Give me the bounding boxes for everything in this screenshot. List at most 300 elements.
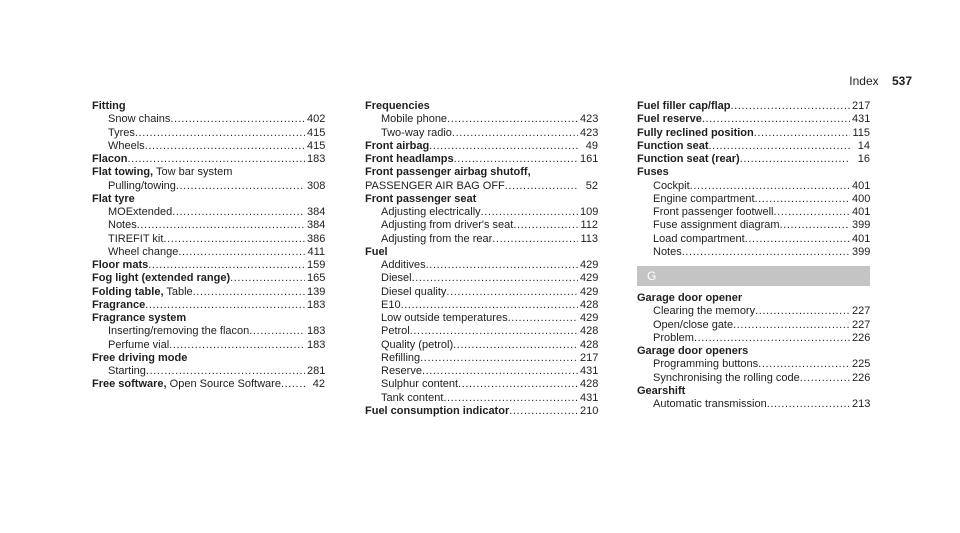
- dot-leader: [422, 365, 578, 378]
- index-entry[interactable]: [92, 153, 325, 166]
- entry-text: [92, 286, 193, 299]
- dot-leader: [145, 299, 305, 312]
- index-subentry[interactable]: [637, 180, 870, 193]
- entry-text: [108, 206, 172, 219]
- page-reference[interactable]: 411: [307, 245, 325, 258]
- dot-leader: [731, 100, 850, 113]
- dot-leader: [458, 378, 578, 391]
- entry-term: Fragrance system: [92, 312, 187, 324]
- index-subentry[interactable]: [92, 246, 325, 259]
- page-reference[interactable]: 401: [852, 179, 871, 192]
- entry-term: Fitting: [92, 100, 126, 112]
- page-reference[interactable]: 400: [852, 192, 871, 205]
- entry-term: Fully reclined position: [637, 126, 754, 139]
- index-subentry[interactable]: [365, 272, 598, 285]
- entry-text: [381, 325, 410, 338]
- dot-leader: [281, 378, 305, 391]
- index-subentry[interactable]: [365, 127, 598, 140]
- index-subentry[interactable]: [92, 233, 325, 246]
- entry-text: [92, 259, 148, 272]
- index-subentry[interactable]: [365, 286, 598, 299]
- entry-text: [381, 312, 508, 325]
- dot-leader: [170, 113, 305, 126]
- index-entry[interactable]: [92, 299, 325, 312]
- index-entry: [92, 352, 325, 365]
- dot-leader: [452, 127, 578, 140]
- entry-subterm: Pulling/towing: [108, 179, 176, 192]
- index-entry[interactable]: [365, 405, 598, 418]
- page-reference[interactable]: 183: [307, 298, 326, 311]
- index-subentry[interactable]: [637, 319, 870, 332]
- entry-text: [92, 352, 187, 364]
- dot-leader: [505, 180, 578, 193]
- index-subentry[interactable]: [92, 140, 325, 153]
- page-reference[interactable]: 399: [852, 219, 871, 232]
- index-entry[interactable]: [92, 259, 325, 272]
- entry-text: [365, 153, 454, 166]
- entry-subterm: Load compartment: [653, 232, 745, 245]
- index-subentry[interactable]: [365, 206, 598, 219]
- index-entry[interactable]: [92, 286, 325, 299]
- entry-subterm: Clearing the memory: [653, 305, 756, 318]
- entry-text: [108, 246, 178, 259]
- page-reference[interactable]: 402: [307, 113, 326, 126]
- dot-leader: [780, 219, 850, 232]
- entry-text: [381, 299, 401, 312]
- dot-leader: [481, 206, 578, 219]
- entry-text: [365, 405, 509, 418]
- page-reference[interactable]: 431: [580, 391, 599, 404]
- entry-text: [92, 153, 127, 166]
- page-reference[interactable]: 52: [585, 179, 598, 192]
- index-entry[interactable]: [365, 180, 598, 193]
- entry-subterm: Tyres: [108, 126, 135, 139]
- entry-text: [653, 319, 733, 332]
- page-reference[interactable]: 109: [580, 206, 599, 218]
- page-reference[interactable]: 159: [307, 259, 326, 271]
- entry-text: [637, 385, 685, 397]
- entry-subterm: Starting: [108, 365, 146, 377]
- index-subentry[interactable]: [365, 299, 598, 312]
- page-reference[interactable]: 384: [307, 206, 326, 218]
- page-reference[interactable]: 42: [312, 378, 325, 391]
- dot-leader: [454, 153, 578, 166]
- page-reference[interactable]: 386: [307, 232, 326, 245]
- entry-subterm: Wheel change: [108, 245, 179, 258]
- entry-text: [92, 378, 281, 391]
- entry-text: [653, 332, 694, 345]
- entry-term: Folding table,: [92, 285, 164, 298]
- entry-term: Fragrance: [92, 298, 146, 311]
- page-reference[interactable]: 183: [307, 338, 326, 351]
- page-reference[interactable]: 227: [852, 318, 871, 331]
- entry-term: Gearshift: [637, 384, 686, 397]
- entry-text: [92, 166, 232, 178]
- entry-subterm: Programming buttons: [653, 358, 759, 371]
- entry-subterm: Low outside temperatures: [381, 312, 508, 324]
- entry-term: Flat tyre: [92, 192, 135, 205]
- index-subentry[interactable]: [365, 365, 598, 378]
- dot-leader: [230, 272, 305, 285]
- page-reference[interactable]: 429: [580, 285, 599, 298]
- dot-leader: [443, 392, 578, 405]
- entry-subterm: Tank content: [381, 391, 444, 404]
- page-reference[interactable]: 428: [580, 298, 599, 311]
- entry-term: Function seat: [637, 139, 709, 152]
- index-entry[interactable]: [637, 113, 870, 126]
- dot-leader: [509, 405, 578, 418]
- dot-leader: [773, 206, 850, 219]
- index-entry[interactable]: [365, 140, 598, 153]
- dot-leader: [429, 140, 578, 153]
- index-subentry[interactable]: [365, 233, 598, 246]
- entry-text: [92, 312, 186, 324]
- index-entry: [365, 100, 598, 113]
- entry-subterm: E10: [381, 298, 401, 311]
- entry-subterm: Perfume vial: [108, 338, 170, 351]
- dot-leader: [412, 272, 578, 285]
- page-reference[interactable]: 428: [580, 325, 599, 338]
- dot-leader: [145, 140, 305, 153]
- entry-text: [365, 166, 531, 178]
- entry-term: Frequencies: [365, 100, 430, 112]
- entry-text: [653, 246, 682, 259]
- entry-subterm: Diesel quality: [381, 285, 447, 298]
- index-subentry[interactable]: [637, 358, 870, 371]
- page-reference[interactable]: 165: [307, 272, 326, 285]
- index-subentry[interactable]: [637, 305, 870, 318]
- index-entry[interactable]: [637, 153, 870, 166]
- index-entry: [637, 385, 870, 398]
- dot-leader: [513, 219, 578, 232]
- index-subentry[interactable]: [365, 352, 598, 365]
- entry-reference: PASSENGER AIR BAG OFF: [365, 179, 505, 192]
- index-entry: [637, 166, 870, 179]
- entry-text: [653, 398, 767, 411]
- entry-text: [653, 219, 780, 232]
- index-subentry[interactable]: [637, 219, 870, 232]
- page-reference[interactable]: 112: [580, 219, 598, 232]
- entry-subterm: Adjusting from the rear: [381, 232, 493, 245]
- entry-text: [653, 233, 745, 246]
- entry-term: Flacon: [92, 153, 128, 165]
- entry-text: [653, 193, 755, 206]
- entry-subterm: Mobile phone: [381, 113, 448, 126]
- index-entry[interactable]: [365, 153, 598, 166]
- page-reference[interactable]: 210: [580, 404, 599, 417]
- page-number: 537: [891, 74, 912, 88]
- entry-text: [637, 345, 748, 357]
- page-reference[interactable]: 401: [852, 206, 871, 218]
- page-reference[interactable]: 213: [852, 398, 871, 410]
- page-reference[interactable]: 183: [307, 153, 326, 165]
- dot-leader: [508, 312, 578, 325]
- entry-text: [108, 325, 249, 338]
- entry-subterm: Petrol: [381, 325, 410, 338]
- index-column-2: [365, 100, 598, 418]
- index-entry: [365, 166, 598, 179]
- entry-text: [653, 180, 690, 193]
- entry-text: [381, 352, 420, 365]
- entry-term: Front passenger seat: [365, 192, 477, 205]
- page-reference[interactable]: 428: [580, 338, 599, 351]
- entry-subterm: Adjusting electrically: [381, 206, 481, 218]
- entry-term: Free software,: [92, 378, 167, 391]
- index-subentry[interactable]: [365, 378, 598, 391]
- entry-subterm: Reserve: [381, 365, 422, 377]
- page-reference[interactable]: 399: [852, 245, 871, 258]
- page-reference[interactable]: 431: [852, 113, 871, 126]
- index-entry[interactable]: [637, 140, 870, 153]
- index-column-1: [92, 100, 325, 392]
- entry-text: [637, 127, 754, 140]
- index-subentry[interactable]: [637, 246, 870, 259]
- dot-leader: [755, 305, 850, 318]
- dot-leader: [745, 233, 850, 246]
- page-reference[interactable]: 183: [307, 325, 326, 338]
- entry-subterm: Inserting/removing the flacon: [108, 325, 250, 338]
- page-reference[interactable]: 281: [307, 365, 326, 377]
- entry-subterm: Notes: [653, 245, 682, 258]
- index-subentry[interactable]: [92, 219, 325, 232]
- entry-subterm: Additives: [381, 259, 426, 271]
- page-reference[interactable]: 139: [307, 285, 326, 298]
- index-subentry[interactable]: [637, 206, 870, 219]
- dot-leader: [800, 372, 850, 385]
- entry-text: [365, 193, 476, 205]
- entry-subterm: Notes: [108, 219, 137, 232]
- page-reference[interactable]: 161: [580, 153, 599, 165]
- entry-text: [381, 392, 443, 405]
- page-reference[interactable]: 16: [857, 153, 870, 165]
- entry-text: [381, 378, 458, 391]
- index-entry[interactable]: [637, 100, 870, 113]
- index-entry[interactable]: [92, 378, 325, 391]
- index-subentry[interactable]: [365, 339, 598, 352]
- entry-text: [381, 219, 513, 232]
- dot-leader: [193, 286, 305, 299]
- entry-text: [653, 305, 755, 318]
- entry-subterm: Diesel: [381, 272, 412, 285]
- entry-text: [365, 180, 505, 193]
- entry-text: [637, 153, 740, 166]
- entry-subterm: Engine compartment: [653, 192, 755, 205]
- index-entry: [92, 166, 325, 179]
- index-subentry[interactable]: [92, 325, 325, 338]
- index-entry: [637, 345, 870, 358]
- entry-text: [108, 365, 146, 378]
- index-entry: [637, 292, 870, 305]
- dot-leader: [401, 299, 578, 312]
- dot-leader: [709, 140, 850, 153]
- dot-leader: [249, 325, 305, 338]
- dot-leader: [447, 113, 578, 126]
- entry-text: [108, 339, 169, 352]
- entry-subterm: Quality (petrol): [381, 338, 454, 351]
- index-subentry[interactable]: [92, 365, 325, 378]
- index-subentry[interactable]: [365, 219, 598, 232]
- dot-leader: [754, 127, 850, 140]
- entry-text: [381, 233, 492, 246]
- entry-term: Fuel: [365, 245, 388, 258]
- page-reference[interactable]: 227: [852, 305, 871, 318]
- dot-leader: [755, 193, 851, 206]
- index-entry: [92, 100, 325, 113]
- entry-subterm: Snow chains: [108, 113, 171, 126]
- index-subentry[interactable]: [365, 259, 598, 272]
- dot-leader: [690, 180, 850, 193]
- dot-leader: [702, 113, 850, 126]
- entry-text: [108, 233, 163, 246]
- entry-reference: Table: [163, 285, 193, 298]
- entry-text: [381, 365, 422, 378]
- page-reference[interactable]: 384: [307, 219, 326, 232]
- dot-leader: [148, 259, 305, 272]
- entry-subterm: Problem: [653, 331, 694, 344]
- entry-subterm: Cockpit: [653, 179, 690, 192]
- entry-term: Fuses: [637, 166, 669, 179]
- page-reference[interactable]: 431: [580, 365, 599, 377]
- dot-leader: [172, 206, 305, 219]
- dot-leader: [758, 358, 850, 371]
- dot-leader: [178, 246, 305, 259]
- index-subentry[interactable]: [365, 113, 598, 126]
- entry-text: [108, 113, 170, 126]
- dot-leader: [426, 259, 578, 272]
- entry-subterm: TIREFIT kit: [108, 232, 164, 245]
- index-subentry[interactable]: [365, 325, 598, 338]
- page-reference[interactable]: 401: [852, 232, 871, 245]
- page-reference[interactable]: 115: [852, 126, 870, 139]
- index-entry: [365, 246, 598, 259]
- entry-text: [108, 127, 135, 140]
- index-subentry[interactable]: [365, 392, 598, 405]
- entry-term: Front headlamps: [365, 153, 454, 165]
- entry-text: [653, 206, 773, 219]
- index-subentry[interactable]: [365, 312, 598, 325]
- dot-leader: [135, 127, 305, 140]
- dot-leader: [453, 339, 578, 352]
- dot-leader: [446, 286, 578, 299]
- section-letter: G: [637, 266, 870, 286]
- entry-text: [637, 166, 669, 178]
- entry-term: Fuel reserve: [637, 113, 702, 126]
- dot-leader: [733, 319, 850, 332]
- page-reference[interactable]: 429: [580, 272, 599, 285]
- entry-subterm: Open/close gate: [653, 318, 734, 331]
- entry-term: Fuel filler cap/flap: [637, 100, 731, 112]
- dot-leader: [492, 233, 578, 246]
- entry-text: [108, 180, 176, 193]
- index-subentry[interactable]: [637, 372, 870, 385]
- index-entry: [92, 193, 325, 206]
- page-reference[interactable]: 415: [307, 126, 326, 139]
- dot-leader: [146, 365, 305, 378]
- entry-subterm: Refilling: [381, 351, 421, 364]
- index-subentry[interactable]: [637, 332, 870, 345]
- page-reference[interactable]: 423: [580, 113, 599, 126]
- entry-term: Garage door openers: [637, 345, 749, 357]
- entry-text: [381, 339, 453, 352]
- dot-leader: [767, 398, 850, 411]
- page-reference[interactable]: 217: [852, 100, 871, 112]
- index-subentry[interactable]: [92, 127, 325, 140]
- page-reference[interactable]: 14: [857, 139, 870, 152]
- entry-text: [92, 299, 145, 312]
- dot-leader: [410, 325, 578, 338]
- entry-term: Free driving mode: [92, 351, 188, 364]
- entry-term: Front airbag: [365, 139, 430, 152]
- entry-text: [92, 193, 135, 205]
- page-reference[interactable]: 49: [585, 139, 598, 152]
- index-subentry[interactable]: [92, 113, 325, 126]
- index-entry[interactable]: [637, 127, 870, 140]
- dot-leader: [420, 352, 578, 365]
- entry-text: [637, 100, 731, 113]
- page-reference[interactable]: 428: [580, 378, 599, 391]
- index-entry[interactable]: [92, 272, 325, 285]
- entry-term: Function seat (rear): [637, 153, 740, 165]
- entry-text: [108, 140, 145, 153]
- entry-text: [653, 372, 800, 385]
- page-reference[interactable]: 225: [852, 358, 871, 371]
- entry-term: Fuel consumption indicator: [365, 404, 510, 417]
- entry-term: Fog light (extended range): [92, 272, 231, 285]
- entry-text: [381, 127, 452, 140]
- entry-term: Garage door opener: [637, 292, 743, 304]
- page-reference[interactable]: 113: [580, 232, 598, 245]
- index-subentry[interactable]: [92, 339, 325, 352]
- page-header: [849, 74, 912, 88]
- index-subentry[interactable]: [92, 206, 325, 219]
- page-reference[interactable]: 217: [580, 351, 599, 364]
- page-reference[interactable]: 308: [307, 179, 326, 192]
- entry-text: [637, 113, 702, 126]
- page-reference[interactable]: 429: [580, 312, 599, 324]
- entry-text: [381, 113, 447, 126]
- entry-reference: Tow bar system: [153, 166, 233, 179]
- dot-leader: [176, 180, 305, 193]
- entry-text: [637, 140, 709, 153]
- page-reference[interactable]: 423: [580, 126, 599, 139]
- index-subentry[interactable]: [637, 193, 870, 206]
- index-subentry[interactable]: [637, 233, 870, 246]
- entry-subterm: Sulphur content: [381, 378, 459, 391]
- entry-text: [365, 246, 388, 258]
- index-entry: [365, 193, 598, 206]
- dot-leader: [682, 246, 850, 259]
- entry-subterm: Front passenger footwell: [653, 206, 774, 218]
- page-reference[interactable]: 226: [852, 331, 871, 344]
- page-reference[interactable]: 429: [580, 259, 599, 271]
- page-reference[interactable]: 226: [852, 371, 871, 384]
- header-label: Index: [849, 74, 879, 88]
- page-reference[interactable]: 415: [307, 139, 326, 152]
- dot-leader: [694, 332, 850, 345]
- dot-leader: [137, 219, 305, 232]
- index-subentry[interactable]: [92, 180, 325, 193]
- entry-term: Front passenger airbag shutoff,: [365, 166, 531, 179]
- entry-text: [381, 206, 481, 219]
- dot-leader: [127, 153, 305, 166]
- index-subentry[interactable]: [637, 398, 870, 411]
- entry-text: [108, 219, 137, 232]
- entry-subterm: MOExtended: [108, 206, 173, 218]
- entry-subterm: Adjusting from driver's seat: [381, 219, 514, 232]
- entry-text: [365, 100, 430, 112]
- entry-text: [381, 259, 426, 272]
- entry-term: Flat towing,: [92, 166, 154, 179]
